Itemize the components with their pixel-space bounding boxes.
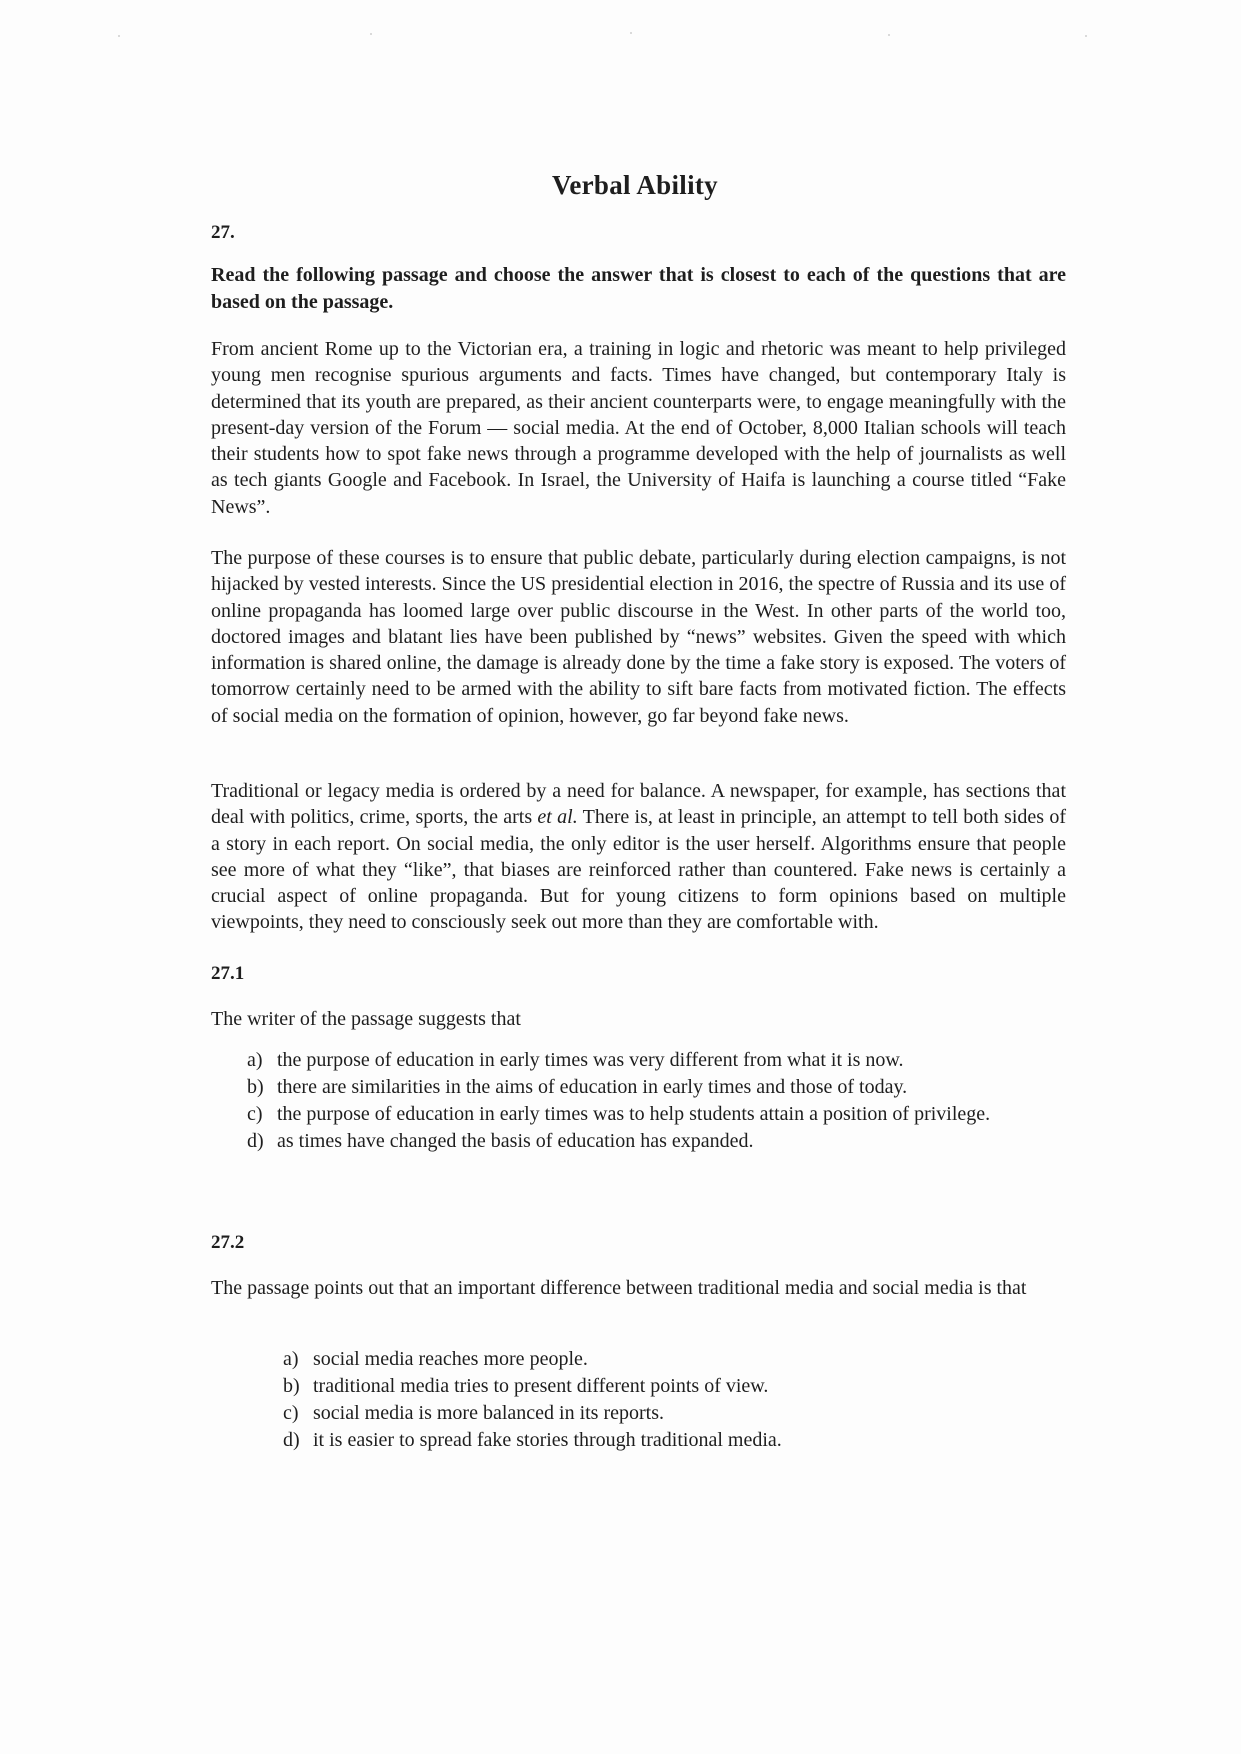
paragraph-3-text-start: Traditional or legacy media is ordered by a need for balance. A newspaper, for example, has sections that deal with politics, crime, sports, the arts (211, 780, 1066, 829)
question-number: 27. (211, 222, 235, 243)
subquestion-prompt: The writer of the passage suggests that (211, 1008, 521, 1030)
option-text: traditional media tries to present different points of view. (313, 1375, 769, 1397)
option-letter: a) (247, 1049, 263, 1071)
answer-options-list (247, 1047, 1007, 1155)
question-instruction: Read the following passage and choose the answer that is closest to each of the questions that are based on the passage. (211, 264, 1066, 313)
answer-option-c[interactable] (283, 1400, 1003, 1427)
subquestion-prompt: The passage points out that an important difference between traditional media and social media is that (211, 1277, 1027, 1299)
option-letter: b) (283, 1375, 300, 1397)
answer-option-d[interactable] (283, 1427, 1003, 1454)
scan-speck (1085, 35, 1087, 37)
option-text: it is easier to spread fake stories through traditional media. (313, 1429, 782, 1451)
section-title: Verbal Ability (552, 170, 718, 200)
option-text: social media is more balanced in its reports. (313, 1402, 665, 1424)
answer-option-b[interactable] (247, 1074, 1007, 1101)
answer-option-d[interactable] (247, 1128, 1007, 1155)
option-letter: d) (247, 1130, 264, 1152)
option-letter: c) (283, 1402, 299, 1424)
answer-options-list (283, 1346, 1003, 1454)
subquestion-number: 27.2 (211, 1232, 245, 1253)
answer-option-a[interactable] (247, 1047, 1007, 1074)
scan-speck (888, 34, 890, 36)
option-text: social media reaches more people. (313, 1348, 588, 1370)
option-text: the purpose of education in early times was to help students attain a position of privilege. (277, 1103, 991, 1125)
paragraph-3-text-end: There is, at least in principle, an attempt to tell both sides of a story in each report. On social media, the only editor is the user herself. Algorithms ensure that people see more of what they “like”, that biases are reinforced rather than countered. Fake news is certainly a crucial aspect of online propaganda. But for young citizens to form opinions based on multiple viewpoints, they need to consciously seek out more than they are comfortable with. (211, 806, 1066, 934)
option-letter: b) (247, 1076, 264, 1098)
answer-option-a[interactable] (283, 1346, 1003, 1373)
option-letter: d) (283, 1429, 300, 1451)
option-letter: a) (283, 1348, 299, 1370)
option-text: the purpose of education in early times was very different from what it is now. (277, 1049, 904, 1071)
option-text: there are similarities in the aims of education in early times and those of today. (277, 1076, 908, 1098)
option-text: as times have changed the basis of education has expanded. (277, 1130, 754, 1152)
passage-paragraph-1: From ancient Rome up to the Victorian era, a training in logic and rhetoric was meant to help privileged young men recognise spurious arguments and facts. Times have changed, but contemporary Italy is determined that its youth are prepared, as their ancient counterparts were, to engage meaningfully with the present-day version of the Forum — social media. At the end of October, 8,000 Italian schools will teach their students how to spot fake news through a programme developed with the help of journalists as well as tech giants Google and Facebook. In Israel, the University of Haifa is launching a course titled “Fake News”. (211, 338, 1066, 518)
option-letter: c) (247, 1103, 263, 1125)
scan-speck (630, 32, 632, 34)
passage-paragraph-3 (211, 778, 1066, 936)
passage-paragraph-2: The purpose of these courses is to ensure that public debate, particularly during election campaigns, is not hijacked by vested interests. Since the US presidential election in 2016, the spectre of Russia and its use of online propaganda has loomed large over public discourse in the West. In other parts of the world too, doctored images and blatant lies have been published by “news” websites. Given the speed with which information is shared online, the damage is already done by the time a fake story is exposed. The voters of tomorrow certainly need to be armed with the ability to sift bare facts from motivated fiction. The effects of social media on the formation of opinion, however, go far beyond fake news. (211, 547, 1066, 727)
answer-option-c[interactable] (247, 1101, 1007, 1128)
answer-option-b[interactable] (283, 1373, 1003, 1400)
paragraph-3-italic-term: et al. (537, 806, 578, 829)
scan-speck (370, 33, 372, 35)
scan-speck (118, 35, 120, 37)
subquestion-number: 27.1 (211, 963, 245, 984)
